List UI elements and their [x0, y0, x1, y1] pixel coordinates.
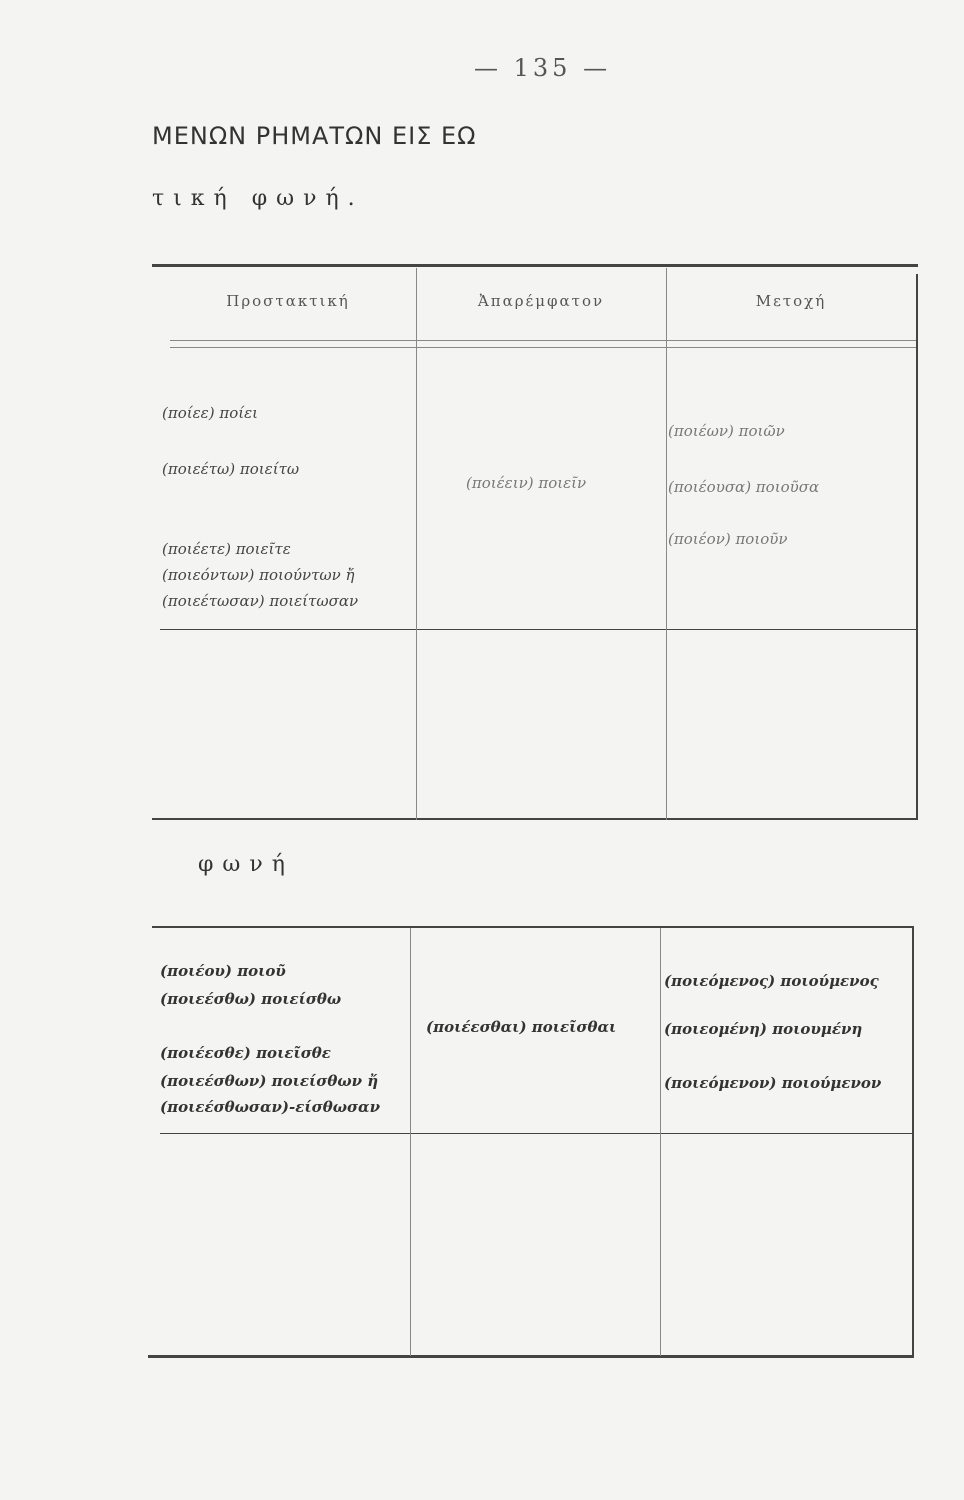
imperative-form: (ποιεέτω) ποιείτω [162, 460, 300, 478]
column-header-infinitive: Ἀπαρέμφατον [477, 292, 605, 310]
column-header-participle: Μετοχή [755, 292, 827, 310]
imperative-form: (ποιεέσθω) ποιείσθω [160, 990, 342, 1008]
imperative-form: (ποιέεσθε) ποιεῖσθε [160, 1044, 331, 1062]
participle-form: (ποιέον) ποιοῦν [668, 530, 788, 548]
participle-form: (ποιέων) ποιῶν [668, 422, 785, 440]
participle-form: (ποιέουσα) ποιοῦσα [668, 478, 820, 496]
participle-form: (ποιεόμενος) ποιούμενος [664, 972, 879, 990]
column-header-imperative: Προστακτική [226, 292, 350, 310]
section-title-middle: φωνή [198, 852, 294, 877]
infinitive-form: (ποιέειν) ποιεῖν [466, 474, 587, 492]
imperative-form: (ποιεέσθωσαν)-είσθωσαν [160, 1098, 380, 1116]
imperative-form: (ποίεε) ποίει [162, 404, 259, 422]
imperative-form: (ποιέετε) ποιεῖτε [162, 540, 291, 558]
participle-form: (ποιεομένη) ποιουμένη [664, 1020, 863, 1038]
page-heading: ΜΕΝΩΝ ΡΗΜΑΤΩΝ ΕΙΣ ΕΩ [152, 122, 477, 150]
imperative-form: (ποιεέσθων) ποιείσθων ἤ [160, 1072, 379, 1090]
infinitive-form: (ποιέεσθαι) ποιεῖσθαι [426, 1018, 617, 1036]
page-number: — 135 — [474, 54, 612, 82]
imperative-form: (ποιεόντων) ποιούντων ἤ [162, 566, 355, 584]
section-title-active: τική φωνή. [152, 186, 364, 211]
imperative-form: (ποιεέτωσαν) ποιείτωσαν [162, 592, 359, 610]
imperative-form: (ποιέου) ποιοῦ [160, 962, 286, 980]
participle-form: (ποιεόμενον) ποιούμενον [664, 1074, 882, 1092]
